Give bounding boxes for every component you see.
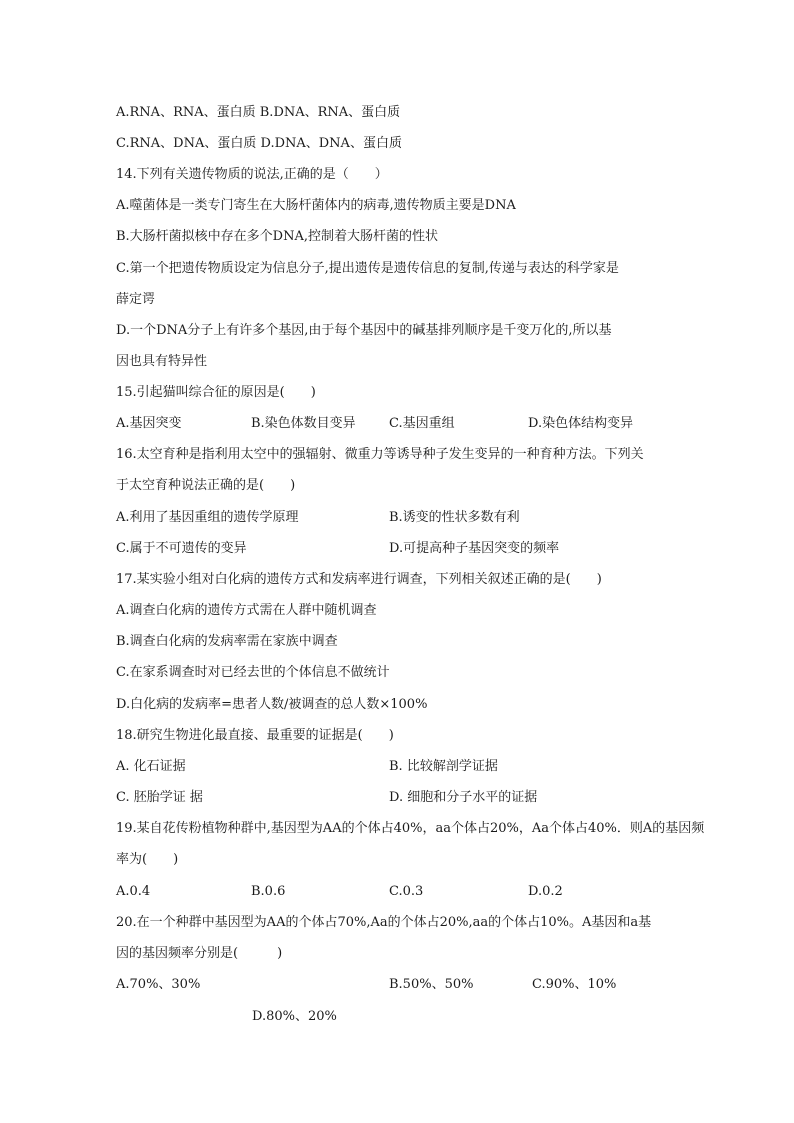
q19-option-d: D.0.2	[528, 884, 563, 899]
q20-stem-line-2: 因的基因频率分别是( )	[116, 946, 283, 961]
q17-option-d: D.白化病的发病率=患者人数/被调查的总人数×100%	[116, 697, 428, 712]
q19-stem-line-2: 率为( )	[116, 852, 179, 867]
q16-option-a: A.利用了基因重组的遗传学原理	[116, 510, 299, 525]
q16-stem-line-2: 于太空育种说法正确的是( )	[116, 478, 296, 493]
q14-option-c-line-2: 薛定谔	[116, 292, 156, 307]
q18-option-a: A. 化石证据	[116, 759, 186, 774]
q18-stem: 18.研究生物进化最直接、最重要的证据是( )	[116, 728, 394, 743]
q14-option-a: A.噬菌体是一类专门寄生在大肠杆菌体内的病毒,遗传物质主要是DNA	[116, 198, 516, 213]
q15-option-c: C.基因重组	[389, 416, 455, 431]
q15-option-d: D.染色体结构变异	[528, 416, 634, 431]
q14-option-c-line-1: C.第一个把遗传物质设定为信息分子,提出遗传是遗传信息的复制,传递与表达的科学家是	[116, 261, 619, 276]
q19-stem-line-1: 19.某自花传粉植物种群中,基因型为AA的个体占40%，aa个体占20%，Aa个体占40%．则A的基因频	[116, 821, 705, 836]
q17-stem: 17.某实验小组对白化病的遗传方式和发病率进行调查，下列相关叙述正确的是( )	[116, 572, 602, 587]
q13-options-row-1: A.RNA、RNA、蛋白质 B.DNA、RNA、蛋白质	[116, 105, 401, 120]
q15-stem: 15.引起猫叫综合征的原因是( )	[116, 385, 316, 400]
q14-option-d-line-1: D.一个DNA分子上有许多个基因,由于每个基因中的碱基排列顺序是千变万化的,所以基	[116, 323, 612, 338]
q16-stem-line-1: 16.太空育种是指利用太空中的强辐射、微重力等诱导种子发生变异的一种育种方法。下列关	[116, 447, 644, 462]
q17-option-c: C.在家系调查时对已经去世的个体信息不做统计	[116, 665, 390, 680]
q17-option-b: B.调查白化病的发病率需在家族中调查	[116, 634, 338, 649]
q16-option-c: C.属于不可遗传的变异	[116, 541, 247, 556]
q20-option-b: B.50%、50%	[389, 977, 474, 992]
q19-option-b: B.0.6	[251, 884, 286, 899]
q18-option-b: B. 比较解剖学证据	[389, 759, 498, 774]
q20-option-c: C.90%、10%	[532, 977, 617, 992]
q20-option-a: A.70%、30%	[116, 977, 201, 992]
q15-option-a: A.基因突变	[116, 416, 182, 431]
q19-option-c: C.0.3	[389, 884, 424, 899]
q16-option-b: B.诱变的性状多数有利	[389, 510, 520, 525]
q15-option-b: B.染色体数目变异	[251, 416, 356, 431]
q13-options-row-2: C.RNA、DNA、蛋白质 D.DNA、DNA、蛋白质	[116, 136, 402, 151]
q20-option-d: D.80%、20%	[252, 1009, 337, 1024]
q20-stem-line-1: 20.在一个种群中基因型为AA的个体占70%,Aa的个体占20%,aa的个体占10%。A基因和a基	[116, 915, 652, 930]
q17-option-a: A.调查白化病的遗传方式需在人群中随机调查	[116, 603, 377, 618]
q19-option-a: A.0.4	[116, 884, 151, 899]
q14-stem: 14.下列有关遗传物质的说法,正确的是（ ）	[116, 167, 388, 182]
q18-option-d: D. 细胞和分子水平的证据	[389, 790, 538, 805]
q16-option-d: D.可提高种子基因突变的频率	[389, 541, 560, 556]
q18-option-c: C. 胚胎学证 据	[116, 790, 203, 805]
q14-option-b: B.大肠杆菌拟核中存在多个DNA,控制着大肠杆菌的性状	[116, 229, 439, 244]
q14-option-d-line-2: 因也具有特异性	[116, 354, 208, 369]
